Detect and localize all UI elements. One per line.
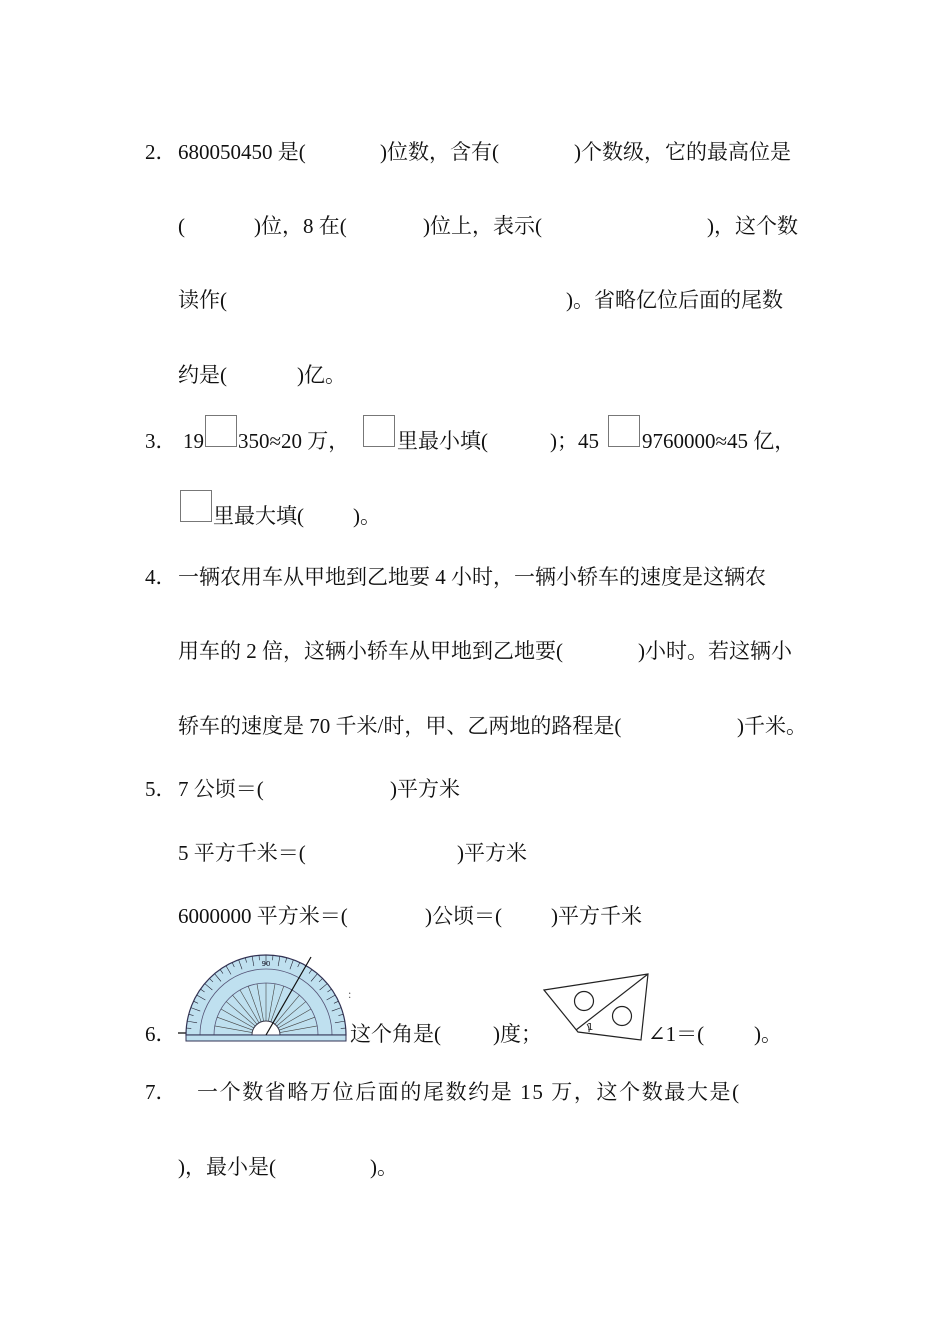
q6-text-b: )度； (493, 1022, 542, 1046)
q5-text-2a: 5 平方千米＝( (178, 841, 306, 865)
q3-blank-box-4[interactable] (180, 490, 212, 522)
q2-text-1c: )个数级，它的最高位是 (574, 140, 791, 164)
q4-text-3a: 轿车的速度是 70 千米/时，甲、乙两地的路程是( (178, 714, 622, 738)
q6-text-c: ∠1＝( (648, 1022, 705, 1046)
q2-text-3b: )。省略亿位后面的尾数 (566, 288, 783, 312)
q2-text-2a: ( (178, 214, 185, 238)
q2-text-1b: )位数，含有( (380, 140, 499, 164)
q3-blank-box-2[interactable] (363, 415, 395, 447)
q4-text-1: 一辆农用车从甲地到乙地要 4 小时，一辆小轿车的速度是这辆农 (178, 565, 766, 589)
q6-number: 6． (145, 1022, 177, 1046)
q5-text-2b: )平方米 (457, 841, 527, 865)
q5-text-3a: 6000000 平方米＝( (178, 904, 348, 928)
q3-text-c: 里最小填( (397, 429, 488, 453)
q6-text-a: 这个角是( (350, 1022, 441, 1046)
q7-text-1: 一个数省略万位后面的尾数约是 15 万，这个数最大是( (197, 1080, 741, 1104)
q7-text-2a: )，最小是( (178, 1155, 276, 1179)
q3-text-f: 里最大填( (213, 504, 304, 528)
q2-text-3a: 读作( (178, 288, 227, 312)
q3-text-b: 350≈20 万， (238, 429, 350, 453)
angle-1-label: 1 (587, 1022, 594, 1033)
q3-text-e: 9760000≈45 亿， (642, 429, 796, 453)
q7-text-2b: )。 (370, 1155, 398, 1179)
q2-number: 2． (145, 140, 177, 164)
q4-text-2a: 用车的 2 倍，这辆小轿车从甲地到乙地要( (178, 639, 563, 663)
q3-number: 3． (145, 429, 177, 453)
q5-text-3b: )公顷＝( (425, 904, 502, 928)
q5-text-1b: )平方米 (390, 777, 460, 801)
q5-number: 5． (145, 777, 177, 801)
q5-text-1a: 7 公顷＝( (178, 777, 264, 801)
q4-text-3b: )千米。 (737, 714, 807, 738)
set-square-figure (540, 968, 650, 1044)
q3-blank-box-1[interactable] (205, 415, 237, 447)
q2-text-2d: )，这个数 (707, 214, 798, 238)
q3-text-g: )。 (353, 504, 381, 528)
protractor-ray-tick: : (348, 987, 352, 1001)
q7-number: 7． (145, 1080, 177, 1104)
q2-text-2b: )位，8 在( (254, 214, 347, 238)
q4-text-2b: )小时。若这辆小 (638, 639, 792, 663)
protractor-figure (176, 953, 354, 1045)
q2-text-4b: )亿。 (297, 363, 346, 387)
q6-text-d: )。 (754, 1022, 782, 1046)
q3-text-d: )；45 (550, 429, 599, 453)
q2-text-1a: 680050450 是( (178, 140, 306, 164)
protractor-label: 90 (261, 960, 271, 968)
q3-text-a: 19 (183, 429, 204, 453)
q5-text-3c: )平方千米 (551, 904, 642, 928)
q2-text-4a: 约是( (178, 363, 227, 387)
q4-number: 4． (145, 565, 177, 589)
q3-blank-box-3[interactable] (608, 415, 640, 447)
q2-text-2c: )位上，表示( (423, 214, 542, 238)
